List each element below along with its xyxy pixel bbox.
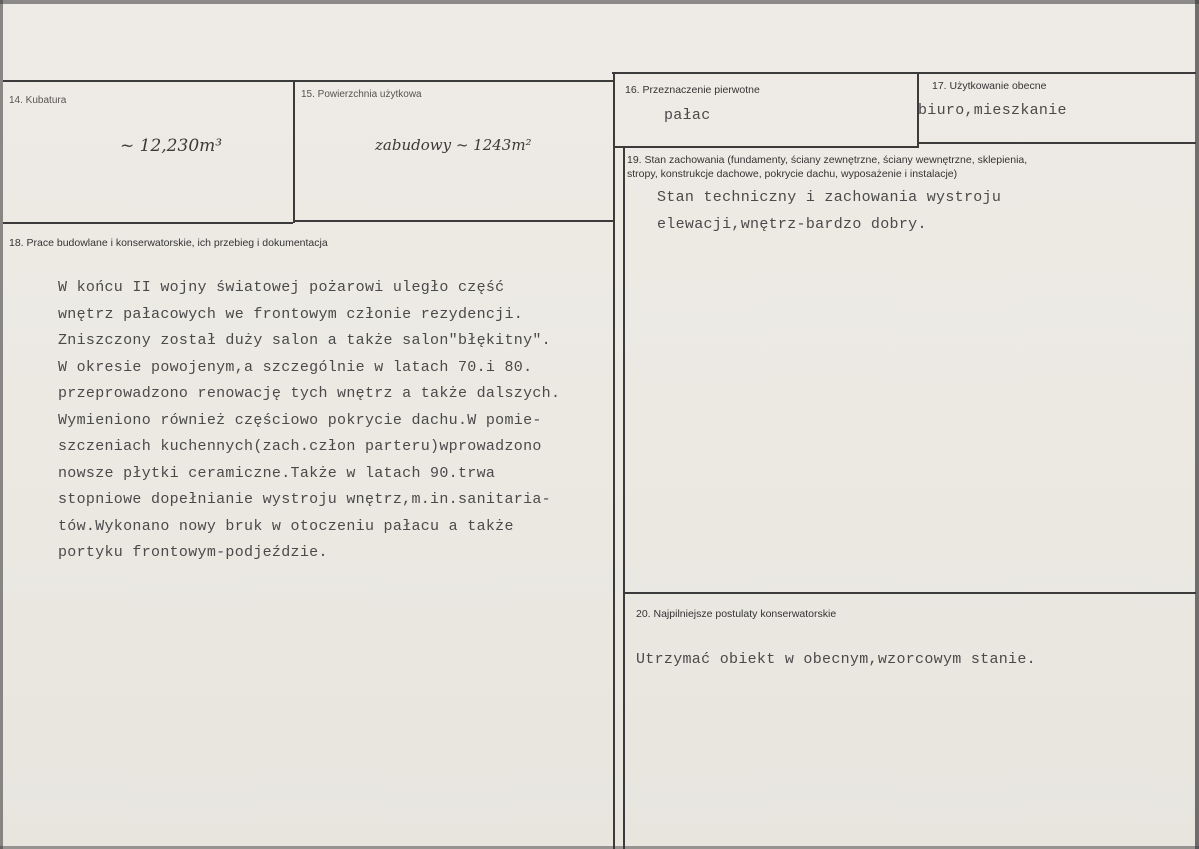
stan-label-line2: stropy, konstrukcje dachowe, pokrycie dachu, wyposażenie i instalacje) [627,168,958,180]
uzytkowanie-label: 17. Użytkowanie obecne [932,80,1047,92]
prace-line: W okresie powojenym,a szczególnie w latach 70.i 80. [58,358,533,376]
prace-line: W końcu II wojny światowej pożarowi uległo część [58,279,505,296]
prace-text [58,275,560,567]
prace-line: szczeniach kuchennych(zach.człon parteru)wprowadzono [58,438,542,455]
card-top-edge [0,0,1199,4]
card-right-edge [1195,0,1199,849]
stan-text [657,185,1001,238]
powierzchnia-label: 15. Powierzchnia użytkowa [301,89,422,100]
rule-top-right [612,72,1196,74]
przeznaczenie-label: 16. Przeznaczenie pierwotne [625,84,760,96]
stan-line: Stan techniczny i zachowania wystroju [657,189,1002,206]
rule-below-14 [3,222,293,224]
kubatura-label: 14. Kubatura [9,95,67,106]
prace-line: tów.Wykonano nowy bruk w otoczeniu pałacu a także [58,517,514,535]
prace-line: nowsze płytki ceramiczne.Także w latach 90.trwa [58,464,496,482]
prace-line: Zniszczony został duży salon a także salon"błękitny". [58,332,551,349]
rule-below-15 [293,220,615,222]
przeznaczenie-value: pałac [664,107,711,124]
powierzchnia-value: zabudowy ~ 1243m² [375,136,532,154]
postulaty-value: Utrzymać obiekt w obecnym,wzorcowym stanie. [636,651,1036,668]
rule-v-14-15 [293,80,295,223]
prace-line: Wymieniono również częściowo pokrycie dachu.W pomie- [58,411,542,429]
prace-line: przeprowadzono renowację tych wnętrz a także dalszych. [58,385,561,402]
prace-line: wnętrz pałacowych we frontowym członie rezydencji. [58,305,524,323]
stan-line: elewacji,wnętrz-bardzo dobry. [657,215,927,233]
rule-v-19-left [623,146,625,849]
uzytkowanie-value: biuro,mieszkanie [918,102,1067,119]
prace-line: portyku frontowym-podjeździe. [58,544,328,561]
prace-line: stopniowe dopełnianie wystroju wnętrz,m.in.sanitaria- [58,491,551,508]
rule-above-20 [623,592,1196,594]
card-left-edge [0,0,3,849]
rule-v-main [613,73,615,849]
postulaty-label: 20. Najpilniejsze postulaty konserwatorskie [636,608,837,620]
prace-label: 18. Prace budowlane i konserwatorskie, ich przebieg i dokumentacja [9,237,328,249]
stan-label-line1: 19. Stan zachowania (fundamenty, ściany zewnętrzne, ściany wewnętrzne, sklepienia, [627,154,1028,166]
rule-top [3,80,615,82]
kubatura-value: ~ 12,230m³ [120,136,223,156]
rule-below-16 [613,146,919,148]
rule-below-17 [917,142,1196,144]
